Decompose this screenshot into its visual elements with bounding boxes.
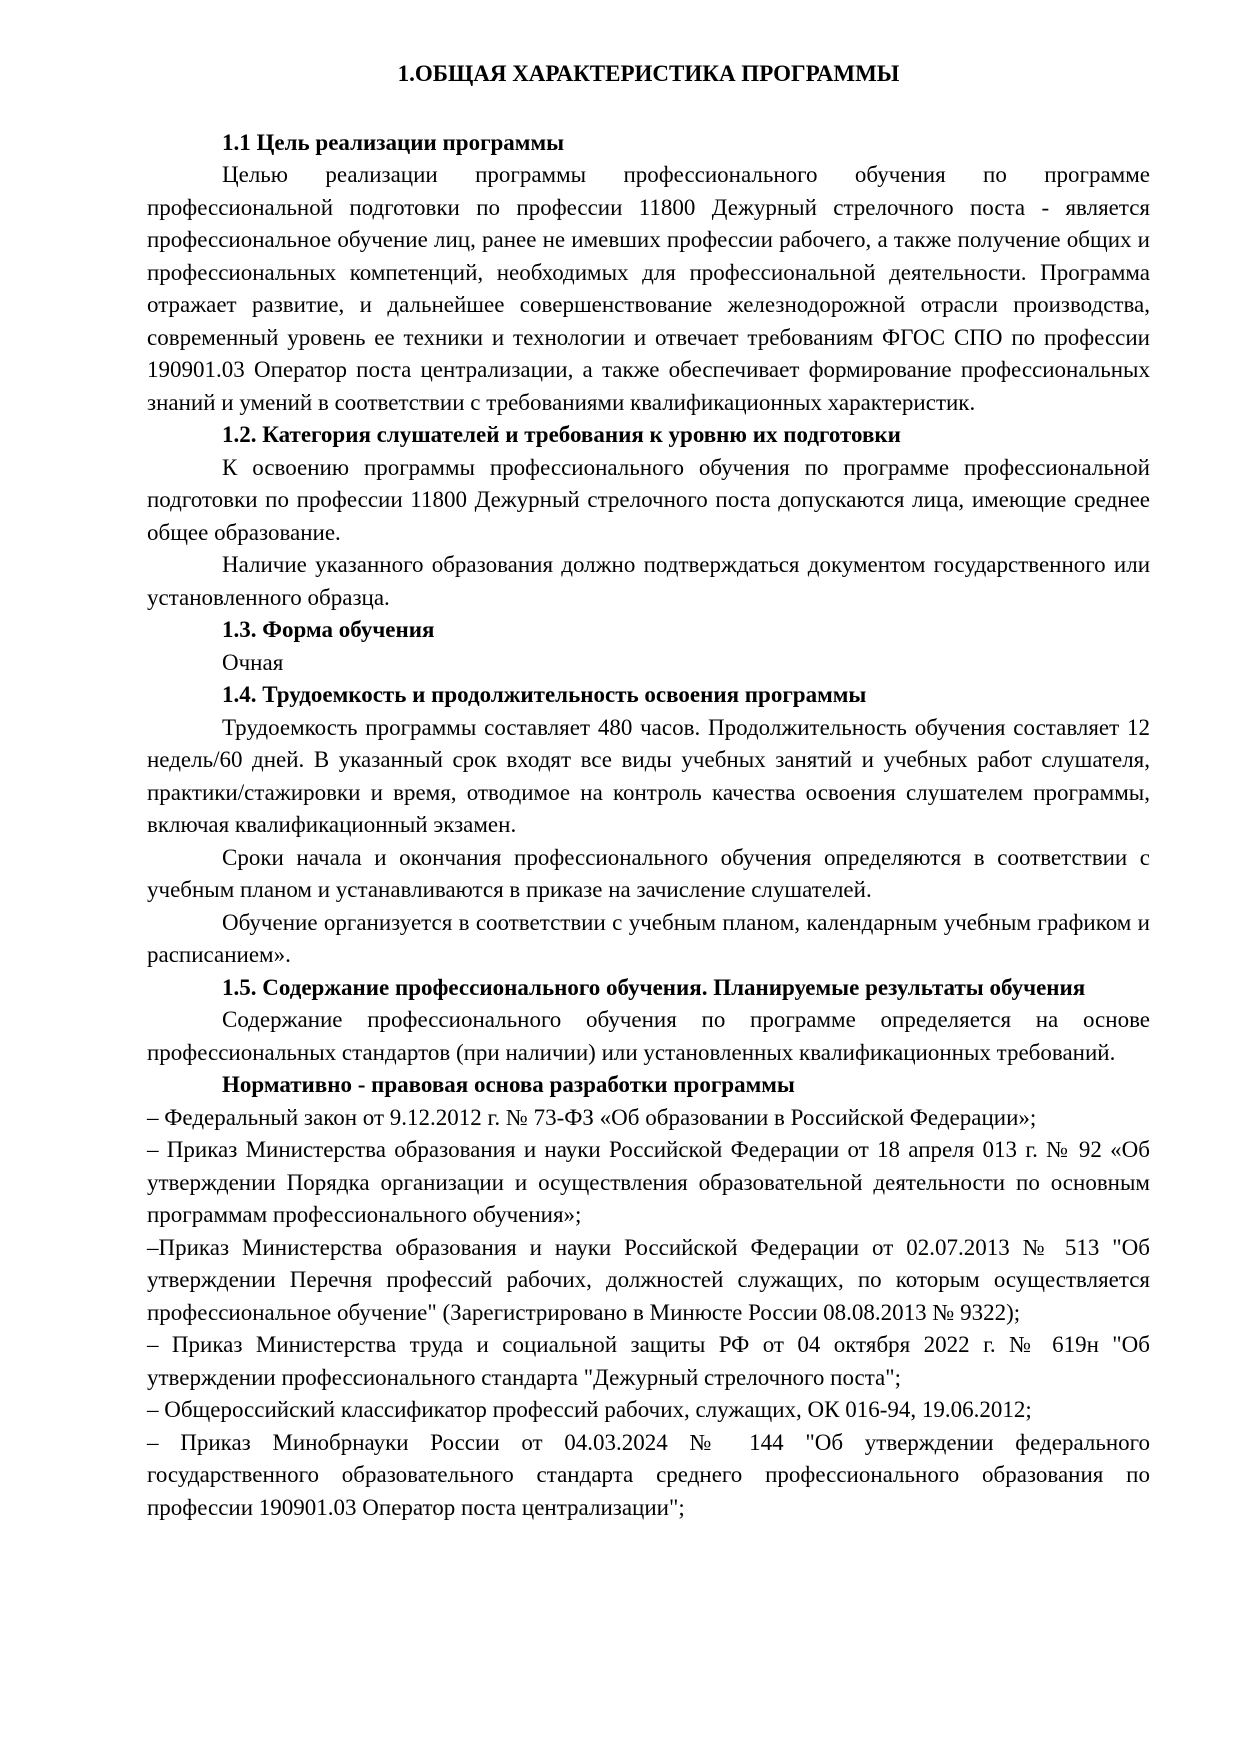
body-paragraph: Сроки начала и окончания профессионального обучения определяются в соответствии с учебным планом и устанавливаются в приказе на зачисление слушателей. xyxy=(147,844,1150,902)
list-item: – Федеральный закон от 9.12.2012 г. № 73-ФЗ «Об образовании в Российской Федерации»; xyxy=(147,1104,1037,1130)
list-item: – Приказ Министерства образования и науки Российской Федерации от 18 апреля 013 г. № 92 «Об утверждении Порядка организации и осуществления образовательной деятельности по основным программам профессионального обучения»; xyxy=(147,1137,1150,1227)
section-heading-1-5: 1.5. Содержание профессионального обучения. Планируемые результаты обучения xyxy=(222,974,1086,1000)
body-paragraph: Очная xyxy=(222,649,284,675)
section-heading-1-2: 1.2. Категория слушателей и требования к уровню их подготовки xyxy=(222,422,901,447)
body-paragraph: Наличие указанного образования должно подтверждаться документом государственного или установленного образца. xyxy=(147,552,1150,610)
list-item: –Приказ Министерства образования и науки Российской Федерации от 02.07.2013 № 513 "Об утверждении Перечня профессий рабочих, должностей служащих, по которым осуществляется профессиональное обучение" (Зарегистрировано в Минюсте России 08.08.2013 № 9322); xyxy=(147,1234,1150,1325)
body-paragraph: К освоению программы профессионального обучения по программе профессиональной подготовки по профессии 11800 Дежурный стрелочного поста допускаются лица, имеющие среднее общее образование. xyxy=(147,454,1150,545)
body-paragraph: Обучение организуется в соответствии с учебным планом, календарным учебным графиком и расписанием». xyxy=(147,909,1150,967)
body-paragraph: Целью реализации программы профессионального обучения по программе профессиональной подготовки по профессии 11800 Дежурный стрелочного поста - является профессиональное обучение лиц, ранее не имевших профессии рабочего, а также получение общих и профессиональных компетенций, необходимых для профессиональной деятельности. Программа отражает развитие, и дальнейшее совершенствование железнодорожной отрасли производства, современный уровень ее техники и технологии и отвечает требованиям ФГОС СПО по профессии 190901.03 Оператор поста централизации, а также обеспечивает формирование профессиональных знаний и умений в соответствии с требованиями квалификационных характеристик. xyxy=(147,162,1150,415)
section-heading-normative: Нормативно - правовая основа разработки программы xyxy=(222,1072,795,1097)
list-item: – Приказ Министерства труда и социальной защиты РФ от 04 октября 2022 г. № 619н "Об утверждении профессионального стандарта "Дежурный стрелочного поста"; xyxy=(147,1332,1150,1390)
document-title: 1.ОБЩАЯ ХАРАКТЕРИСТИКА ПРОГРАММЫ xyxy=(397,61,900,86)
body-paragraph: Трудоемкость программы составляет 480 часов. Продолжительность обучения составляет 12 недель/60 дней. В указанный срок входят все виды учебных занятий и учебных работ слушателя, практики/стажировки и время, отводимое на контроль качества освоения слушателем программы, включая квалификационный экзамен. xyxy=(147,714,1150,837)
body-paragraph: Содержание профессионального обучения по программе определяется на основе профессиональных стандартов (при наличии) или установленных квалификационных требований. xyxy=(147,1007,1150,1065)
list-item: – Общероссийский классификатор профессий рабочих, служащих, ОК 016-94, 19.06.2012; xyxy=(147,1397,1032,1422)
list-item: – Приказ Минобрнауки России от 04.03.2024 № 144 "Об утверждении федерального государственного образовательного стандарта среднего профессионального образования по профессии 190901.03 Оператор поста централизации"; xyxy=(147,1429,1150,1520)
section-heading-1-1: 1.1 Цель реализации программы xyxy=(222,129,565,155)
section-heading-1-4: 1.4. Трудоемкость и продолжительность освоения программы xyxy=(222,682,867,707)
section-heading-1-3: 1.3. Форма обучения xyxy=(222,617,435,642)
